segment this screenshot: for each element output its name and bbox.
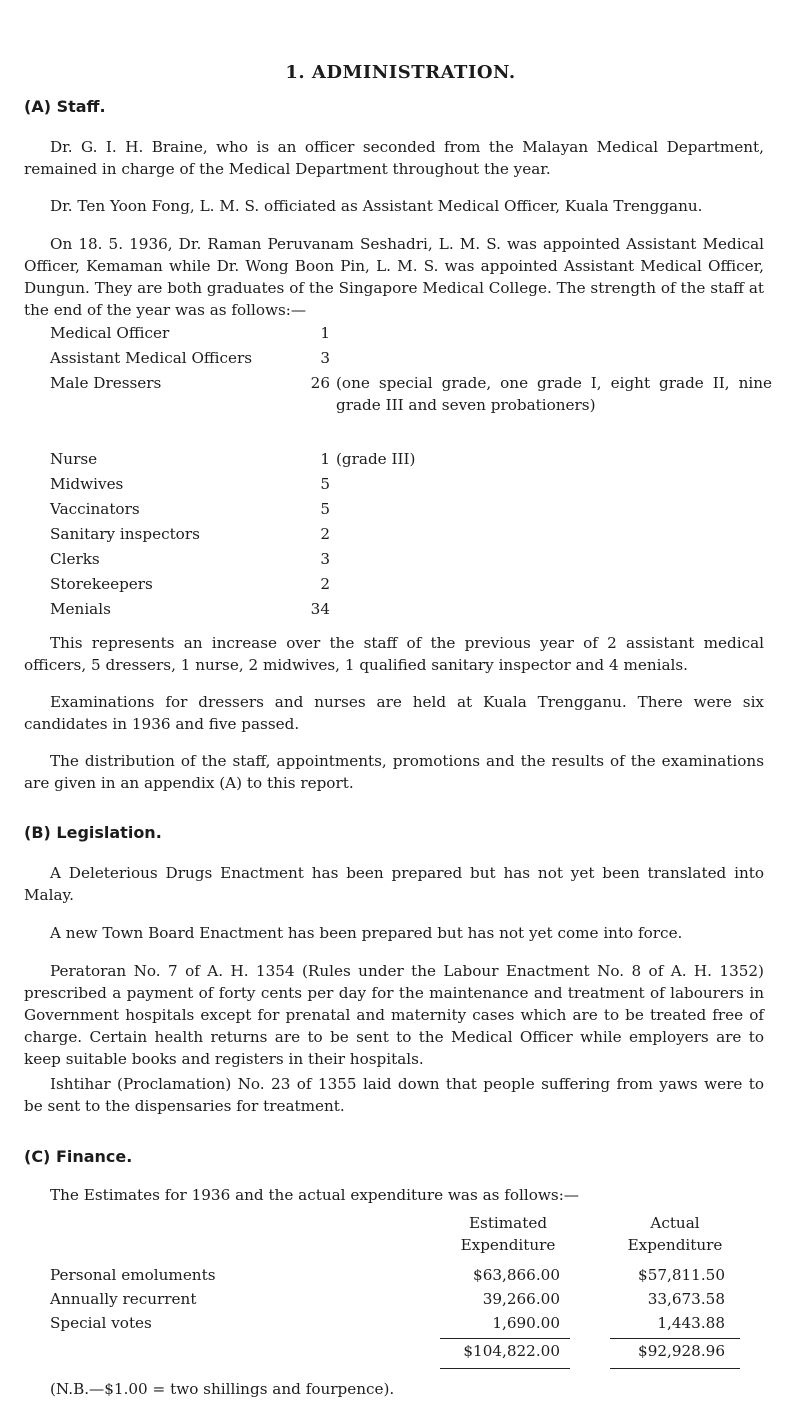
section-heading-staff: (A) Staff. [24,97,106,116]
finance-row-label: Annually recurrent [50,1290,197,1308]
staff-paragraph-2: Dr. Ten Yoon Fong, L. M. S. officiated as Assistant Medical Officer, Kuala Trengganu. [50,197,703,215]
staff-row-label: Midwives [50,475,124,493]
staff-row [50,598,780,622]
staff-row-count: 2 [320,525,330,543]
finance-total-estimated: $104,822.00 [463,1342,560,1360]
staff-row [50,448,780,472]
finance-row-label: Special votes [50,1314,152,1332]
estimated-header [448,1212,568,1256]
page-title: 1. ADMINISTRATION. [285,62,516,83]
staff-row-note: (one special grade, one grade I, eight grade II, nine grade III and seven probationers) [336,374,772,414]
staff-row-count: 26 [310,374,330,392]
staff-paragraph-1: Dr. G. I. H. Braine, who is an officer seconded from the Malayan Medical Department, remained in charge of the Medical Department throughout the year. [24,138,764,178]
staff-row-count: 34 [310,600,330,618]
staff-row [50,322,780,346]
staff-row-count: 1 [320,324,330,342]
staff-row-label: Sanitary inspectors [50,525,200,543]
staff-paragraph-3: On 18. 5. 1936, Dr. Raman Peruvanam Seshadri, L. M. S. was appointed Assistant Medical Officer, Kemaman while Dr. Wong Boon Pin, L. M. S. was appointed Assistant Medical Officer, Dungun. They are both graduates of the Singapore Medical College. The strength of the staff at the end of the year was as follows:— [24,235,764,319]
staff-row [50,372,780,414]
finance-row-label: Personal emoluments [50,1266,216,1284]
actual-header-line-2: Expenditure [627,1236,723,1254]
staff-row-label: Assistant Medical Officers [50,349,253,367]
finance-row [50,1288,780,1312]
finance-row-estimated: 39,266.00 [482,1290,560,1308]
finance-row [50,1312,780,1336]
legislation-paragraph-4: Ishtihar (Proclamation) No. 23 of 1355 laid down that people suffering from yaws were to be sent to the dispensaries for treatment. [24,1075,764,1115]
staff-row [50,573,780,597]
staff-paragraph-5: Examinations for dressers and nurses are held at Kuala Trengganu. There were six candidates in 1936 and five passed. [24,693,764,733]
actual-header-line-1: Actual [650,1214,700,1232]
staff-row-label: Storekeepers [50,575,153,593]
staff-row-label: Medical Officer [50,324,170,342]
section-heading-legislation: (B) Legislation. [24,823,162,842]
finance-intro: The Estimates for 1936 and the actual expenditure was as follows:— [50,1186,579,1204]
staff-paragraph-6: The distribution of the staff, appointments, promotions and the results of the examinations are given in an appendix (A) to this report. [24,752,764,792]
staff-row-count: 1 [320,450,330,468]
section-heading-finance: (C) Finance. [24,1147,133,1166]
currency-footnote: (N.B.—$1.00 = two shillings and fourpence). [50,1380,395,1398]
estimated-total-rule [440,1368,570,1369]
legislation-paragraph-3: Peratoran No. 7 of A. H. 1354 (Rules under the Labour Enactment No. 8 of A. H. 1352) prescribed a payment of forty cents per day for the maintenance and treatment of labourers in Government hospitals except for prenatal and maternity cases which are to be treated free of charge. Certain health returns are to be sent to the Medical Officer while employers are to keep suitable books and registers in their hospitals. [24,962,764,1068]
actual-header [610,1212,740,1256]
staff-row-count: 5 [320,475,330,493]
staff-row [50,523,780,547]
staff-row [50,347,780,371]
finance-row-actual: 33,673.58 [647,1290,725,1308]
finance-row-estimated: 1,690.00 [492,1314,560,1332]
staff-row-label: Nurse [50,450,98,468]
legislation-paragraph-2: A new Town Board Enactment has been prepared but has not yet come into force. [50,924,683,942]
finance-row-estimated: $63,866.00 [473,1266,560,1284]
staff-row [50,498,780,522]
staff-row-label: Male Dressers [50,374,162,392]
staff-row-count: 5 [320,500,330,518]
finance-total-row [50,1340,780,1364]
finance-row-actual: 1,443.88 [657,1314,725,1332]
finance-total-actual: $92,928.96 [638,1342,725,1360]
actual-subtotal-rule [610,1338,740,1339]
staff-row [50,473,780,497]
staff-row-note: (grade III) [336,450,416,468]
finance-row [50,1264,780,1288]
estimated-subtotal-rule [440,1338,570,1339]
staff-row-label: Clerks [50,550,100,568]
staff-paragraph-4: This represents an increase over the staff of the previous year of 2 assistant medical officers, 5 dressers, 1 nurse, 2 midwives, 1 qualified sanitary inspector and 4 menials. [24,634,764,674]
staff-row-count: 3 [320,349,330,367]
staff-row-count: 3 [320,550,330,568]
finance-row-actual: $57,811.50 [638,1266,725,1284]
legislation-paragraph-1: A Deleterious Drugs Enactment has been prepared but has not yet been translated into Malay. [24,864,764,904]
staff-row-count: 2 [320,575,330,593]
staff-row-label: Vaccinators [50,500,140,518]
actual-total-rule [610,1368,740,1369]
estimated-header-line-1: Estimated [468,1214,548,1232]
staff-row-label: Menials [50,600,111,618]
estimated-header-line-2: Expenditure [460,1236,556,1254]
staff-row [50,548,780,572]
